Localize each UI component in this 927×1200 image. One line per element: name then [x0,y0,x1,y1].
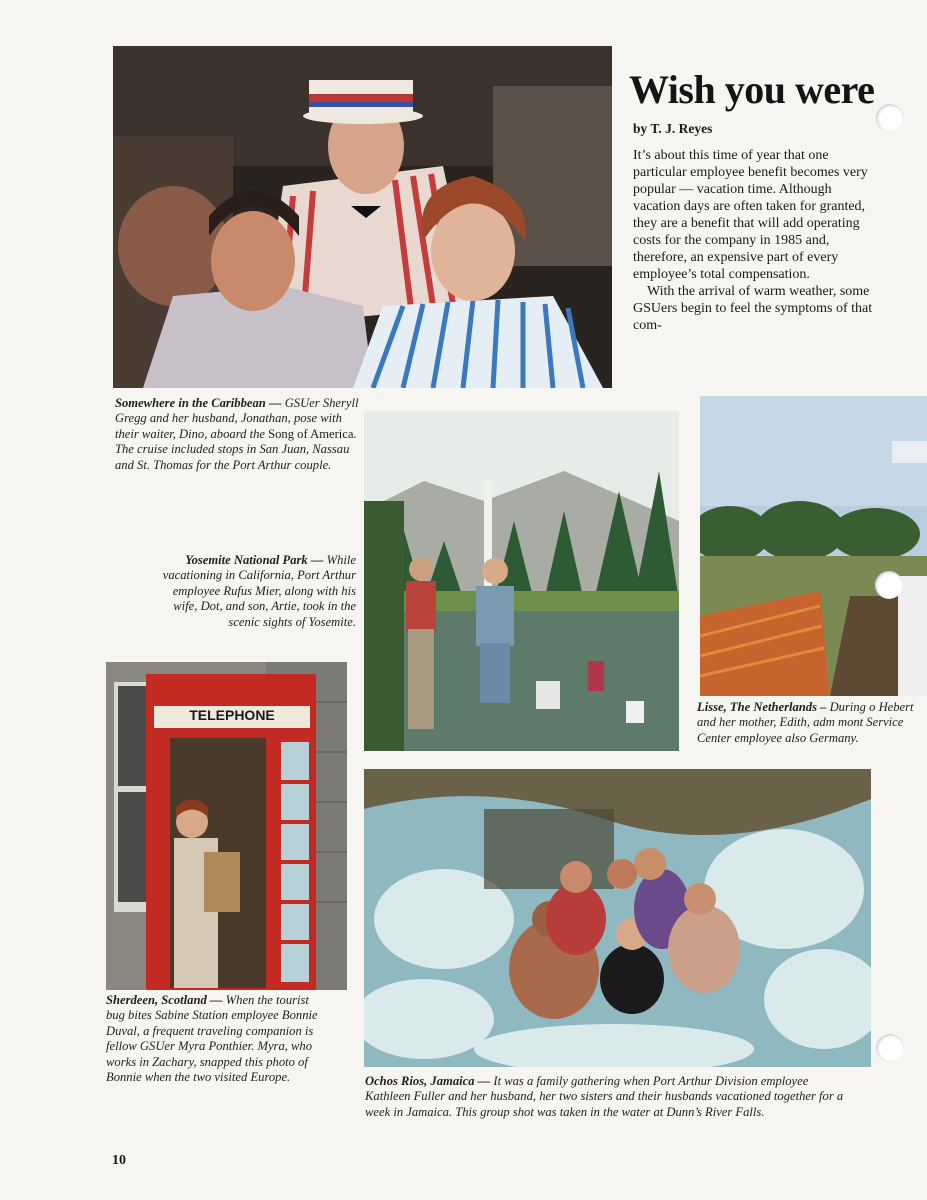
caption-lead: Somewhere in the Caribbean — [115,396,282,410]
article-headline: Wish you were [629,67,875,112]
netherlands-tulip-photo [700,396,927,696]
article-byline: by T. J. Reyes [633,121,713,136]
yosemite-caption [160,553,356,630]
caribbean-caption [115,396,365,473]
caption-text: It was a family gathering when Port Arthur Division employee Kathleen Fuller and her husband, her two sisters and their husbands vacationed together for a week in Jamaica. This group shot was taken in the water at Dunn’s River Falls. [365,1074,844,1119]
caption-text: During o Hebert and her mother, Edith, adm mont Service Center employee also Germany. [697,700,914,745]
binder-hole-middle [875,571,903,599]
caption-text: When the tourist bug bites Sabine Station employee Bonnie Duval, a frequent traveling companion is fellow GSUer Myra Ponthier. Myra, who works in Zachary, snapped this photo of Bonnie when the two visited Europe. [106,993,318,1085]
caption-lead: Lisse, The Netherlands – [697,700,827,714]
netherlands-caption [697,700,921,746]
caption-text: . The cruise included stops in San Juan, Nassau and St. Thomas for the Port Arthur couple. [115,426,357,472]
yosemite-photo [364,411,679,751]
scotland-phone-booth-photo [106,662,347,990]
page-number: 10 [112,1153,126,1168]
article-paragraph: It’s about this time of year that one particular employee benefit becomes very popular — vacation time. Although vacation days are often taken for granted, they are a benefit that will add operating costs for the company in 1985 and, therefore, an expensive part of every employee’s total compensation. [633,148,868,282]
binder-hole-bottom [876,1034,904,1062]
binder-hole-top [876,104,904,132]
caribbean-cruise-photo [113,46,612,388]
article-paragraph: With the arrival of warm weather, some GSUers begin to feel the symptoms of that com- [633,284,873,333]
jamaica-caption [365,1074,845,1120]
caption-lead: Yosemite National Park — [185,553,324,567]
scotland-caption [106,993,326,1085]
caption-lead: Sherdeen, Scotland — [106,993,223,1007]
ship-name: Song of America [268,426,354,441]
caption-text: GSUer Sheryll Gregg and her husband, Jonathan, pose with their waiter, Dino, aboard the [115,396,359,441]
caption-lead: Ochos Rios, Jamaica — [365,1074,491,1088]
jamaica-waterfall-photo [364,769,871,1067]
caption-text: While vacationing in California, Port Arthur employee Rufus Mier, along with his wife, Dot, and son, Artie, took in the scenic sights of Yosemite. [162,553,356,629]
article-body [633,147,873,334]
phone-booth-sign: TELEPHONE [189,707,275,723]
